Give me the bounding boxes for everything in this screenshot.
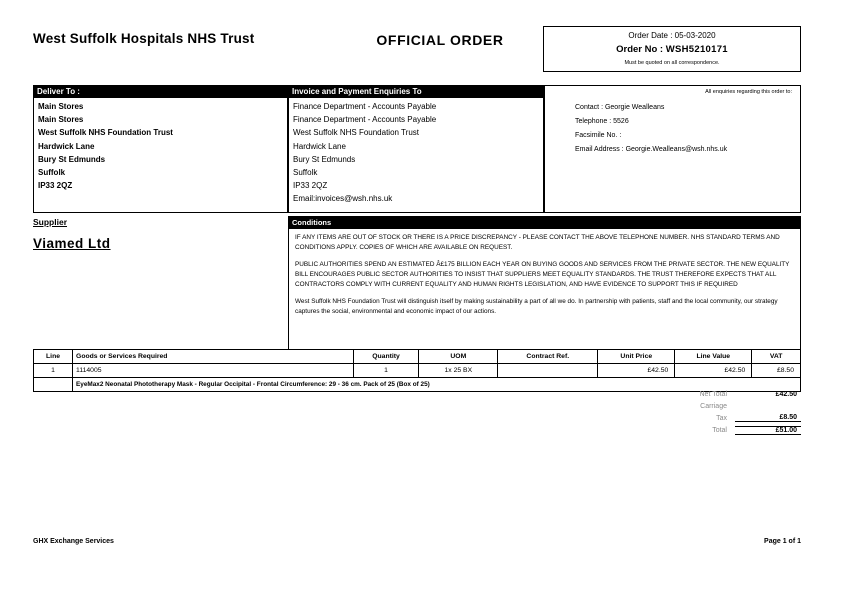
address-line: Suffolk xyxy=(293,167,318,177)
deliver-to-box xyxy=(33,85,288,213)
tax-label: Tax xyxy=(716,414,727,422)
enquiries-email: Email Address : Georgie.Wealleans@wsh.nhs.uk xyxy=(575,146,728,153)
column-header-vat: VAT xyxy=(752,350,801,364)
enquiries-note: All enquiries regarding this order to: xyxy=(705,89,792,95)
enquiries-facsimile: Facsimile No. : xyxy=(575,132,622,139)
supplier-name: Viamed Ltd xyxy=(33,236,111,251)
address-line: Finance Department - Accounts Payable xyxy=(293,102,437,111)
cell-vat: £8.50 xyxy=(752,364,801,378)
order-enquiries-box xyxy=(544,85,801,213)
totals-row-tax xyxy=(620,412,801,424)
order-number-note: Must be quoted on all correspondence. xyxy=(624,60,720,66)
deliver-to-heading: Deliver To : xyxy=(34,86,287,98)
deliver-to-address xyxy=(34,98,287,194)
cell-uom: 1x 25 BX xyxy=(419,364,498,378)
order-reference-box xyxy=(543,26,801,72)
supplier-label: Supplier xyxy=(33,217,68,227)
supplier-block xyxy=(33,216,288,353)
conditions-paragraph: IF ANY ITEMS ARE OUT OF STOCK OR THERE IS A PRICE DISCREPANCY - PLEASE CONTACT THE ABOVE TELEPHONE NUMBER. NHS STANDARD TERMS AND CONDITIONS APPLY. COPIES OF WHICH ARE AVAILABLE ON REQUEST. xyxy=(295,234,780,251)
address-line: Hardwick Lane xyxy=(38,141,95,151)
footer-service-name: GHX Exchange Services xyxy=(33,538,114,545)
address-line: Finance Department - Accounts Payable xyxy=(293,115,437,125)
address-line: West Suffolk NHS Foundation Trust xyxy=(293,128,419,138)
total-value: £51.00 xyxy=(735,426,801,435)
totals-block xyxy=(620,388,801,436)
document-title: OFFICIAL ORDER xyxy=(376,32,504,48)
address-line: Suffolk xyxy=(38,167,66,177)
cell-unit-price: £42.50 xyxy=(598,364,675,378)
invoice-email: Email:invoices@wsh.nhs.uk xyxy=(293,194,393,204)
address-line: IP33 2QZ xyxy=(38,181,73,191)
column-header-unit-price: Unit Price xyxy=(598,350,675,364)
organisation-title: West Suffolk Hospitals NHS Trust xyxy=(33,31,255,46)
conditions-paragraph: PUBLIC AUTHORITIES SPEND AN ESTIMATED Â£175 BILLION EACH YEAR ON BUYING GOODS AND SERVICES FROM THE PRIVATE SECTOR. THE NEW EQUALITY BILL ENCOURAGES PUBLIC SECTOR AUTHORITIES TO INSIST THAT SUPPLIERS MEET EQUALITY STANDARDS. THE TRUST THEREFORE EXPECTS THAT ALL CONTRACTORS COMPLY WITH CURRENT EQUALITY AND HUMAN RIGHTS LEGISLATION, AND HAVE EVIDENCE TO SUPPORT THIS IF REQUIRED xyxy=(295,260,790,288)
tax-value: £8.50 xyxy=(735,414,801,422)
footer-page-number: Page 1 of 1 xyxy=(764,538,801,545)
cell-contract-ref xyxy=(498,364,598,378)
conditions-heading: Conditions xyxy=(289,217,800,229)
column-header-uom: UOM xyxy=(419,350,498,364)
address-line: Bury St Edmunds xyxy=(293,154,356,164)
order-number-value: WSH5210171 xyxy=(665,44,728,55)
address-line: Main Stores xyxy=(38,115,84,125)
enquiries-contact: Contact : Georgie Wealleans xyxy=(575,104,665,111)
cell-item-description: EyeMax2 Neonatal Phototherapy Mask - Regular Occipital - Frontal Circumference: 29 - 36 cm. Pack of 25 (Box of 25) xyxy=(73,378,801,392)
line-items-table xyxy=(33,349,801,392)
address-line: Hardwick Lane xyxy=(293,141,346,151)
column-header-line: Line xyxy=(34,350,73,364)
cell-line-value: £42.50 xyxy=(675,364,752,378)
enquiries-details xyxy=(545,101,800,157)
address-line: West Suffolk NHS Foundation Trust xyxy=(38,128,173,138)
enquiries-telephone: Telephone : 5526 xyxy=(575,118,629,125)
invoice-enquiries-box xyxy=(288,85,544,213)
column-header-line-value: Line Value xyxy=(675,350,752,364)
column-header-goods: Goods or Services Required xyxy=(73,350,354,364)
conditions-box xyxy=(288,216,801,353)
table-row xyxy=(34,364,801,378)
address-line: Bury St Edmunds xyxy=(38,154,106,164)
invoice-enquiries-heading: Invoice and Payment Enquiries To xyxy=(289,86,543,98)
cell-line-spacer xyxy=(34,378,73,392)
net-total-label: Net Total xyxy=(699,390,727,398)
totals-row-total xyxy=(620,424,801,436)
total-label: Total xyxy=(712,426,727,434)
column-header-quantity: Quantity xyxy=(353,350,419,364)
cell-goods: 1114005 xyxy=(73,364,354,378)
address-line: Main Stores xyxy=(38,102,84,111)
carriage-label: Carriage xyxy=(700,402,727,410)
net-total-value: £42.50 xyxy=(775,390,797,398)
conditions-paragraph: West Suffolk NHS Foundation Trust will distinguish itself by making sustainability a part of all we do. In partnership with patients, staff and the local community, our strategy captures the social, environmental and economic impact of our actions. xyxy=(295,297,778,315)
invoice-enquiries-address xyxy=(289,98,543,208)
table-header-row xyxy=(34,350,801,364)
order-number-label: Order No : xyxy=(616,44,666,55)
totals-row-net xyxy=(620,388,801,400)
order-date: Order Date : 05-03-2020 xyxy=(628,31,716,40)
totals-row-carriage xyxy=(620,400,801,412)
column-header-contract-ref: Contract Ref. xyxy=(498,350,598,364)
address-line: IP33 2QZ xyxy=(293,181,328,191)
order-number xyxy=(544,44,800,55)
conditions-body xyxy=(289,229,800,316)
cell-quantity: 1 xyxy=(353,364,419,378)
cell-line: 1 xyxy=(34,364,73,378)
